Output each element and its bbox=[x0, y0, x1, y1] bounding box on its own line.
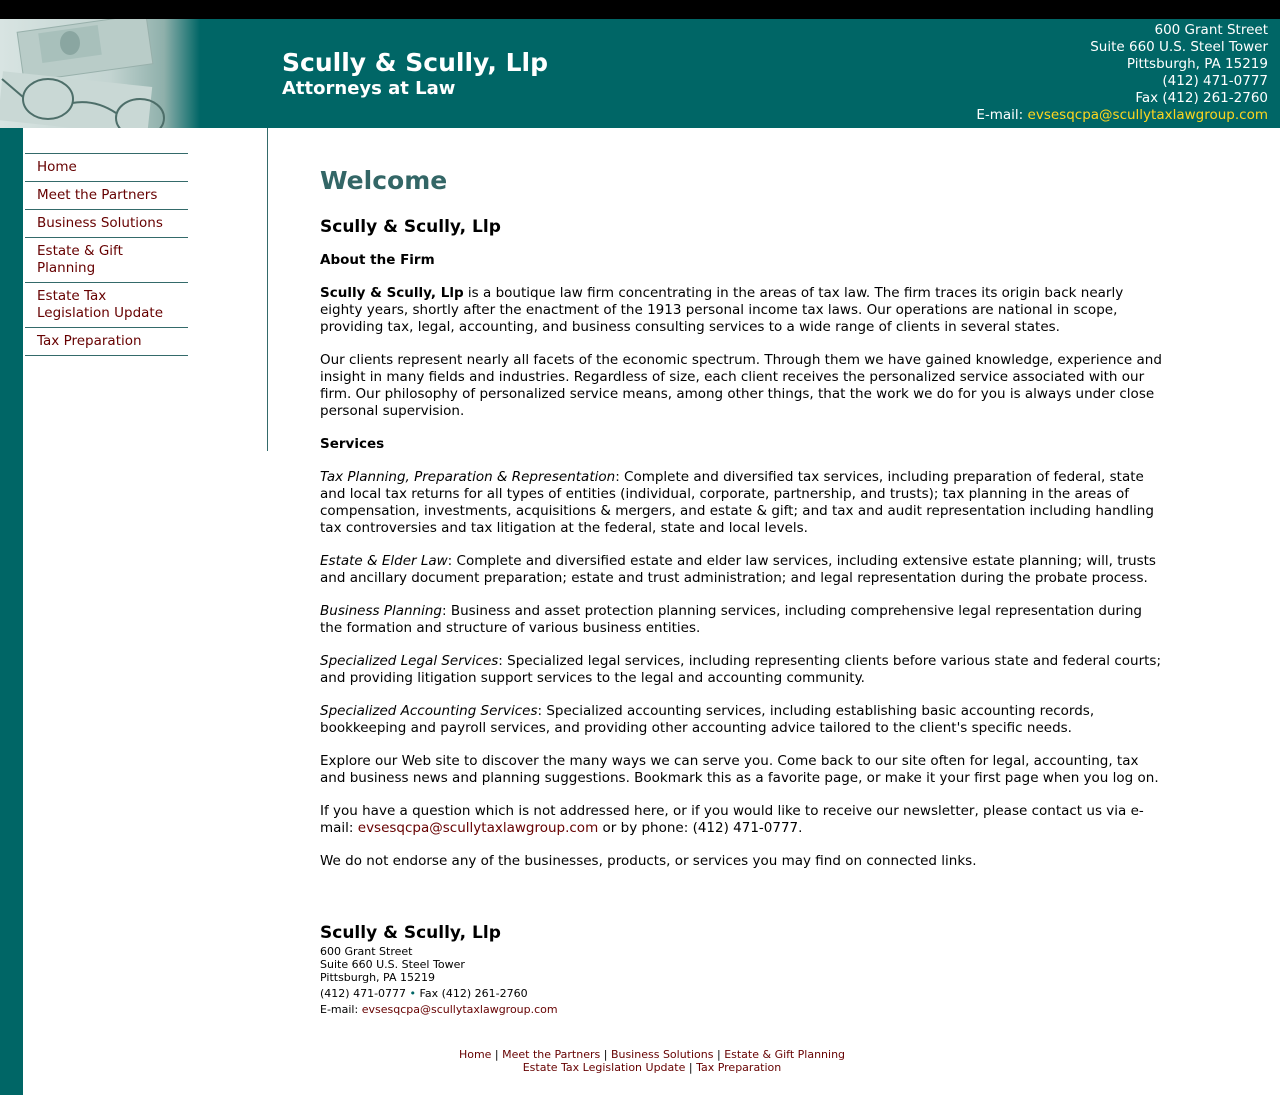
footer-fax: Fax (412) 261-2760 bbox=[419, 987, 528, 1000]
sidebar-item-partners[interactable]: Meet the Partners bbox=[25, 182, 188, 210]
footer-phone-row bbox=[320, 987, 920, 1000]
money-and-glasses-image bbox=[0, 19, 200, 128]
footer-city: Pittsburgh, PA 15219 bbox=[320, 971, 435, 984]
service-text: : Specialized legal services, including representing clients before various state and federal courts; and providing litigation support services to the legal and accounting community. bbox=[320, 653, 1161, 686]
bottom-nav-row-1 bbox=[0, 1048, 1280, 1061]
disclaimer-paragraph: We do not endorse any of the businesses, products, or services you may find on connected links. bbox=[320, 853, 977, 869]
bullet-separator: • bbox=[409, 987, 417, 1000]
service-business-planning bbox=[320, 603, 1165, 637]
sidebar bbox=[23, 128, 268, 451]
sidebar-item-legislation-update[interactable]: Estate Tax Legislation Update bbox=[25, 283, 188, 328]
separator: | bbox=[600, 1048, 611, 1061]
bottom-nav-legislation[interactable]: Estate Tax Legislation Update bbox=[522, 1061, 686, 1074]
header-contact bbox=[976, 22, 1268, 124]
about-paragraph-2: Our clients represent nearly all facets of the economic spectrum. Through them we have gained knowledge, experience and insight in many fields and industries. Regardless of size, each client receives the personalized service associated with our firm. Our philosophy of personalized service means, among other things, that the work we do for you is always under close personal supervision. bbox=[320, 352, 1162, 419]
header-photo bbox=[0, 19, 200, 128]
sidebar-item-business-solutions[interactable]: Business Solutions bbox=[25, 210, 188, 238]
firm-name-title: Scully & Scully, Llp bbox=[282, 48, 548, 77]
separator: | bbox=[685, 1061, 697, 1074]
footer-phone: (412) 471-0777 bbox=[320, 987, 407, 1000]
service-name: Tax Planning, Preparation & Representation bbox=[320, 469, 616, 485]
bottom-nav bbox=[0, 1048, 1280, 1074]
service-specialized-accounting bbox=[320, 703, 1165, 737]
service-text: : Complete and diversified tax services, including preparation of federal, state and local tax returns for all types of entities (individual, corporate, partnership, and trusts); tax planning in the areas of compensation, investments, acquisitions & mergers, and estate & gift; and tax and audit representation including handling tax controversies and tax litigation at the federal, state and local levels. bbox=[320, 469, 1154, 536]
address-line-2: Suite 660 U.S. Steel Tower bbox=[1090, 39, 1268, 55]
separator: | bbox=[491, 1048, 503, 1061]
bottom-nav-business[interactable]: Business Solutions bbox=[610, 1048, 714, 1061]
firm-name-bold: Scully & Scully, Llp bbox=[320, 285, 464, 301]
explore-paragraph: Explore our Web site to discover the many ways we can serve you. Come back to our site often for legal, accounting, tax and business news and planning suggestions. Bookmark this as a favorite page, or make it your first page when you log on. bbox=[320, 753, 1159, 786]
address-city: Pittsburgh, PA 15219 bbox=[1126, 56, 1268, 72]
service-tax-planning bbox=[320, 469, 1165, 537]
main-content bbox=[320, 165, 1165, 870]
left-color-strip bbox=[0, 128, 23, 1095]
about-heading: About the Firm bbox=[320, 252, 435, 268]
service-specialized-legal bbox=[320, 653, 1165, 687]
footer-email-label: E-mail: bbox=[320, 1003, 362, 1016]
bottom-nav-row-2 bbox=[0, 1061, 1280, 1074]
firm-heading: Scully & Scully, Llp bbox=[320, 217, 501, 237]
email-label: E-mail: bbox=[976, 107, 1024, 123]
bottom-nav-tax-prep[interactable]: Tax Preparation bbox=[696, 1061, 782, 1074]
footer-email-row bbox=[320, 1003, 920, 1016]
contact-text-post: or by phone: (412) 471-0777. bbox=[598, 820, 803, 836]
about-text-1: is a boutique law firm concentrating in the areas of tax law. The firm traces its origin back nearly eighty years, shortly after the enactment of the 1913 personal income tax laws. Our operations are national in scope, providing tax, legal, accounting, and business consulting services to a wide range of clients in several states. bbox=[320, 285, 1124, 335]
page-title: Welcome bbox=[320, 166, 448, 195]
site-header bbox=[0, 19, 1280, 128]
header-phone: (412) 471-0777 bbox=[1162, 73, 1268, 89]
address-line-1: 600 Grant Street bbox=[1154, 22, 1268, 38]
sidebar-item-estate-gift[interactable]: Estate & Gift Planning bbox=[25, 238, 188, 283]
header-fax: Fax (412) 261-2760 bbox=[1135, 90, 1268, 106]
contact-text-pre: If you have a question which is not addressed here, or if you would like to receive our newsletter, please contact us via e-mail: bbox=[320, 803, 1144, 836]
firm-tagline: Attorneys at Law bbox=[282, 78, 456, 99]
sidebar-item-home[interactable]: Home bbox=[25, 154, 188, 182]
sidebar-nav bbox=[25, 153, 188, 356]
sidebar-item-tax-preparation[interactable]: Tax Preparation bbox=[25, 328, 188, 356]
about-paragraph-1 bbox=[320, 285, 1165, 336]
service-name: Business Planning bbox=[320, 603, 442, 619]
footer-address-2: Suite 660 U.S. Steel Tower bbox=[320, 958, 465, 971]
separator: | bbox=[713, 1048, 725, 1061]
service-estate-elder bbox=[320, 553, 1165, 587]
footer-address-block bbox=[320, 921, 920, 1016]
service-text: : Business and asset protection planning services, including comprehensive legal representation during the formation and structure of various business entities. bbox=[320, 603, 1142, 636]
contact-email-link[interactable]: evsesqcpa@scullytaxlawgroup.com bbox=[357, 820, 599, 836]
footer-address-1: 600 Grant Street bbox=[320, 945, 413, 958]
service-name: Estate & Elder Law bbox=[320, 553, 448, 569]
service-text: : Specialized accounting services, including establishing basic accounting records, bookkeeping and payroll services, and providing other accounting advice tailored to the client's specific needs. bbox=[320, 703, 1095, 736]
service-text: : Complete and diversified estate and elder law services, including extensive estate planning; will, trusts and ancillary document preparation; estate and trust administration; and legal representation during the probate process. bbox=[320, 553, 1156, 586]
service-name: Specialized Legal Services bbox=[320, 653, 499, 669]
service-name: Specialized Accounting Services bbox=[320, 703, 538, 719]
header-email-row bbox=[976, 107, 1268, 124]
bottom-nav-estate-gift[interactable]: Estate & Gift Planning bbox=[724, 1048, 846, 1061]
bottom-nav-partners[interactable]: Meet the Partners bbox=[502, 1048, 601, 1061]
contact-paragraph bbox=[320, 803, 1165, 837]
bottom-nav-home[interactable]: Home bbox=[458, 1048, 492, 1061]
header-email-link[interactable]: evsesqcpa@scullytaxlawgroup.com bbox=[1027, 107, 1268, 123]
services-heading: Services bbox=[320, 436, 385, 452]
footer-firm-name: Scully & Scully, Llp bbox=[320, 923, 501, 943]
footer-email-link[interactable]: evsesqcpa@scullytaxlawgroup.com bbox=[361, 1003, 558, 1016]
top-black-bar bbox=[0, 0, 1280, 19]
